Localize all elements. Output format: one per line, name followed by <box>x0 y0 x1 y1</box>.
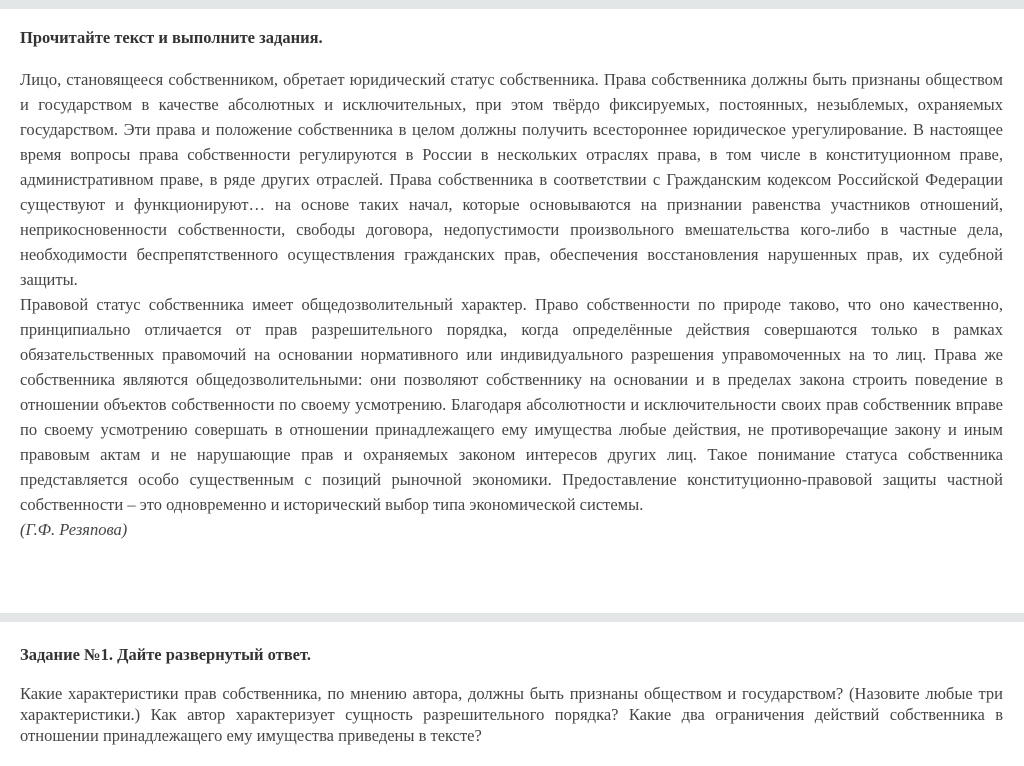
task-question: Какие характеристики прав собственника, по мнению автора, должны быть признаны обществом и государством? (Назовите любые три характеристики.) Как автор характеризует сущность разрешительного порядка? Какие два ограничения действий собственника в отношении принадлежащего ему имущества приведены в тексте? <box>20 684 1003 745</box>
task-heading: Задание №1. Дайте развернутый ответ. <box>20 645 311 664</box>
section-divider <box>0 613 1024 622</box>
reading-section <box>0 9 1024 596</box>
top-divider <box>0 0 1024 9</box>
reading-paragraph-2: Правовой статус собственника имеет общедозволительный характер. Право собственности по природе таково, что оно качественно, принципиально отличается от прав разрешительного порядка, когда определённые действия совершаются только в рамках обязательственных правомочий на основании нормативного или индивидуального разрешения управомоченных на то лиц. Права же собственника являются общедозволительными: они позволяют собственнику на основании и в пределах закона строить поведение в отношении объектов собственности по своему усмотрению. Благодаря абсолютности и исключительности своих прав собственник вправе по своему усмотрению совершать в отношении принадлежащего ему имущества любые действия, не противоречащие закону и иным правовым актам и не нарушающие прав и охраняемых законом интересов других лиц. Такое понимание статуса собственника представляется особо существенным с позиций рыночной экономики. Предоставление конституционно-правовой защиты частной собственности – это одновременно и исторический выбор типа экономической системы. <box>20 295 1003 514</box>
task-section <box>0 622 1024 746</box>
reading-author: (Г.Ф. Резяпова) <box>20 520 128 539</box>
reading-heading: Прочитайте текст и выполните задания. <box>20 28 323 47</box>
reading-paragraph-1: Лицо, становящееся собственником, обретает юридический статус собственника. Права собственника должны быть признаны обществом и государством в качестве абсолютных и исключительных, при этом твёрдо фиксируемых, постоянных, незыблемых, охраняемых государством. Эти права и положение собственника в целом должны получить всестороннее юридическое урегулирование. В настоящее время вопросы права собственности регулируются в России в нескольких отраслях права, в том числе в конституционном праве, административном праве, в ряде других отраслей. Права собственника в соответствии с Гражданским кодексом Российской Федерации существуют и функционируют… на основе таких начал, которые основываются на признании равенства участников отношений, неприкосновенности собственности, свободы договора, недопустимости произвольного вмешательства кого-либо в частные дела, необходимости беспрепятственного осуществления гражданских прав, обеспечения восстановления нарушенных прав, их судебной защиты. <box>20 70 1003 289</box>
